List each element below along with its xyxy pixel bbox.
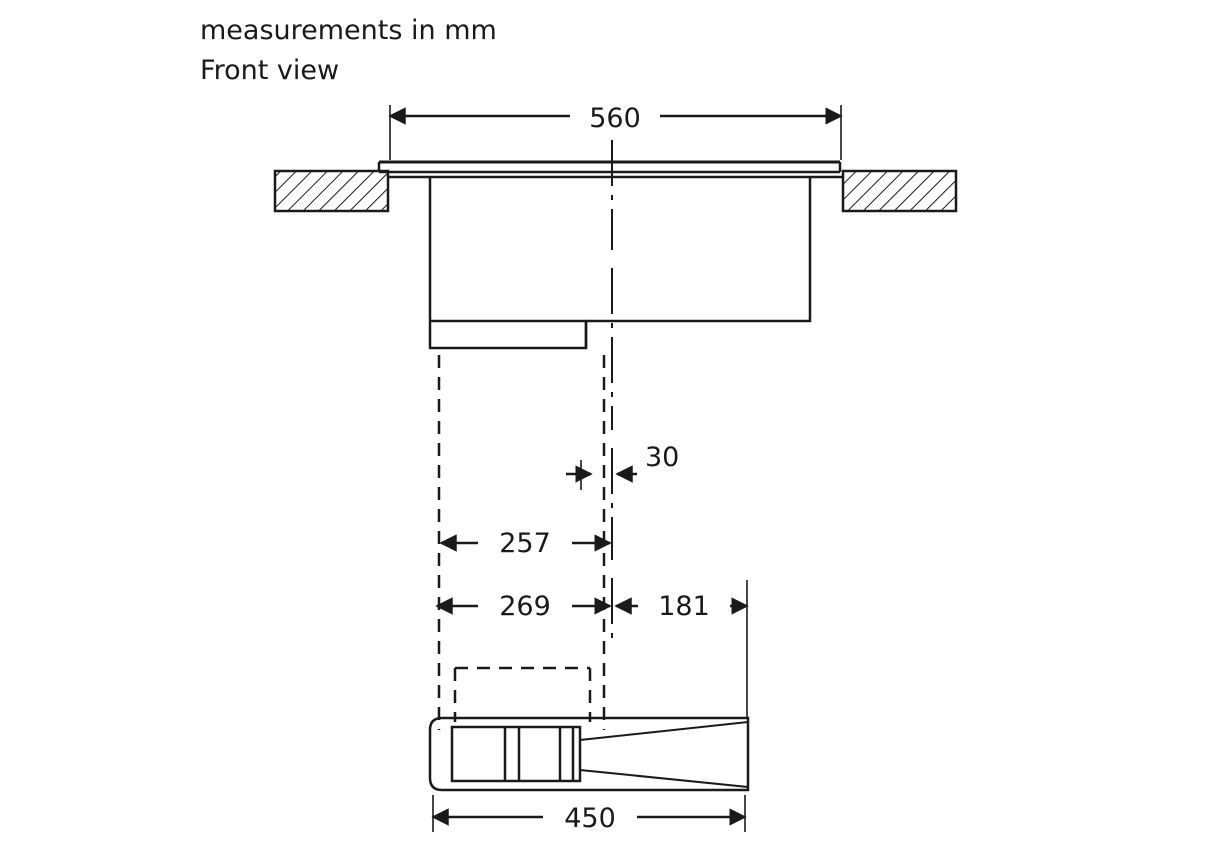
dimension-257 bbox=[441, 527, 610, 560]
dimension-30 bbox=[566, 442, 679, 490]
dimension-450 bbox=[433, 795, 745, 834]
caption-measurements-units: measurements in mm bbox=[200, 15, 497, 46]
appliance-body bbox=[430, 177, 810, 348]
fan-motor-unit bbox=[430, 718, 748, 790]
dimension-label-181: 181 bbox=[658, 591, 710, 622]
dimension-label-560: 560 bbox=[589, 103, 641, 134]
dimension-label-269: 269 bbox=[499, 591, 551, 622]
dimension-label-450: 450 bbox=[564, 803, 616, 834]
dimension-label-257: 257 bbox=[499, 528, 551, 559]
worktop-cutaway-left bbox=[275, 171, 388, 211]
dimension-269 bbox=[437, 590, 610, 623]
caption-view-name: Front view bbox=[200, 55, 340, 86]
dimension-560 bbox=[390, 100, 841, 160]
dimension-label-30: 30 bbox=[645, 442, 680, 473]
dimension-181 bbox=[616, 580, 747, 718]
worktop-cutaway-right bbox=[843, 171, 956, 211]
